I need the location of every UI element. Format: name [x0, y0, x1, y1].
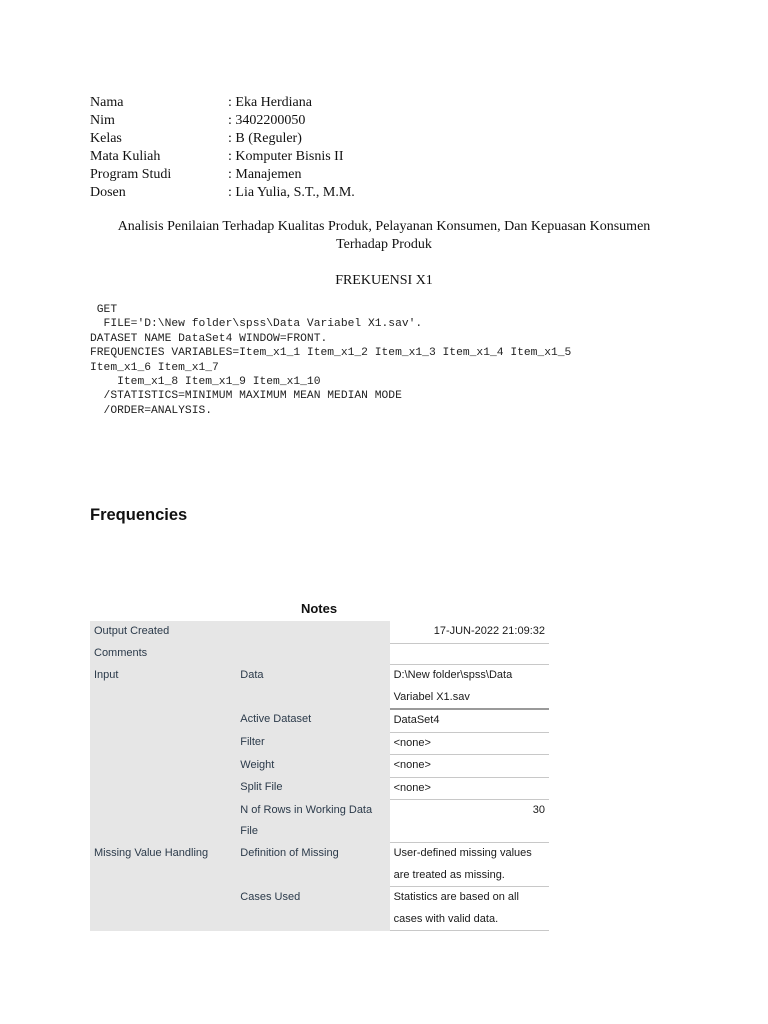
comments-value — [390, 643, 549, 665]
output-created-value: 17-JUN-2022 21:09:32 — [390, 621, 549, 643]
info-label: Program Studi — [90, 167, 172, 182]
info-row-nim — [90, 112, 355, 130]
table-row — [90, 843, 549, 887]
active-dataset-label: Active Dataset — [236, 709, 389, 732]
weight-label: Weight — [236, 755, 389, 778]
filter-value: <none> — [390, 732, 549, 755]
table-row — [90, 643, 549, 665]
info-value: : B (Reguler) — [228, 131, 302, 146]
split-file-label: Split File — [236, 777, 389, 800]
data-value — [390, 665, 549, 710]
input-label: Input — [90, 665, 236, 843]
info-value: : Manajemen — [228, 167, 302, 182]
info-row-dosen — [90, 184, 355, 202]
output-created-label: Output Created — [90, 621, 390, 643]
info-value: : Lia Yulia, S.T., M.M. — [228, 185, 355, 200]
spss-syntax-block: GET FILE='D:\New folder\spss\Data Variabel X1.sav'. DATASET NAME DataSet4 WINDOW=FRONT. FREQUENCIES VARIABLES=Item_x1_1 Item_x1_2 Item_x1_3 Item_x1_4 Item_x1_5 Item_x1_6 Item_x1_7 Item_x1_8 Item_x1_9 Item_x1_10 /STATISTICS=MINIMUM MAXIMUM MEAN MEDIAN MODE /ORDER=ANALYSIS. — [90, 304, 572, 417]
filter-label: Filter — [236, 732, 389, 755]
notes-table — [90, 621, 549, 931]
weight-value: <none> — [390, 755, 549, 778]
definition-value-line: User-defined missing values — [393, 847, 532, 859]
document-title-line-1: Analisis Penilaian Terhadap Kualitas Produk, Pelayanan Konsumen, Dan Kepuasan Konsumen — [117, 219, 651, 234]
notes-table-title: Notes — [300, 601, 338, 616]
cases-used-label: Cases Used — [236, 887, 389, 931]
definition-of-missing-label: Definition of Missing — [236, 843, 389, 887]
table-row — [90, 665, 549, 710]
info-label: Nim — [90, 113, 115, 128]
cases-used-value — [390, 887, 549, 931]
info-row-kelas — [90, 130, 355, 148]
section-title: FREKUENSI X1 — [335, 273, 433, 288]
active-dataset-value: DataSet4 — [390, 709, 549, 732]
info-value: : Komputer Bisnis II — [228, 149, 344, 164]
document-title-line-2: Terhadap Produk — [336, 237, 432, 252]
frequencies-heading: Frequencies — [90, 506, 188, 524]
info-row-program-studi — [90, 166, 355, 184]
definition-value-line: are treated as missing. — [393, 868, 505, 881]
data-label: Data — [236, 665, 389, 710]
info-row-nama — [90, 94, 355, 112]
info-value: : Eka Herdiana — [228, 95, 312, 110]
table-row — [90, 621, 549, 643]
data-value-line: Variabel X1.sav — [393, 690, 470, 703]
cases-used-value-line: Statistics are based on all — [393, 891, 519, 903]
n-rows-label-line: N of Rows in Working Data — [240, 803, 373, 816]
document-title — [60, 218, 708, 254]
student-info — [90, 94, 355, 202]
info-label: Mata Kuliah — [90, 149, 161, 164]
info-label: Kelas — [90, 131, 122, 146]
info-label: Dosen — [90, 185, 126, 200]
info-row-mata-kuliah — [90, 148, 355, 166]
comments-label: Comments — [90, 643, 390, 665]
n-rows-label — [236, 800, 389, 843]
data-value-line: D:\New folder\spss\Data — [393, 669, 513, 681]
definition-of-missing-value — [390, 843, 549, 887]
n-rows-label-line: File — [240, 825, 258, 837]
cases-used-value-line: cases with valid data. — [393, 912, 499, 925]
missing-value-handling-label: Missing Value Handling — [90, 843, 236, 931]
info-value: : 3402200050 — [228, 113, 306, 128]
info-label: Nama — [90, 95, 124, 110]
split-file-value: <none> — [390, 777, 549, 800]
n-rows-value: 30 — [390, 800, 549, 843]
